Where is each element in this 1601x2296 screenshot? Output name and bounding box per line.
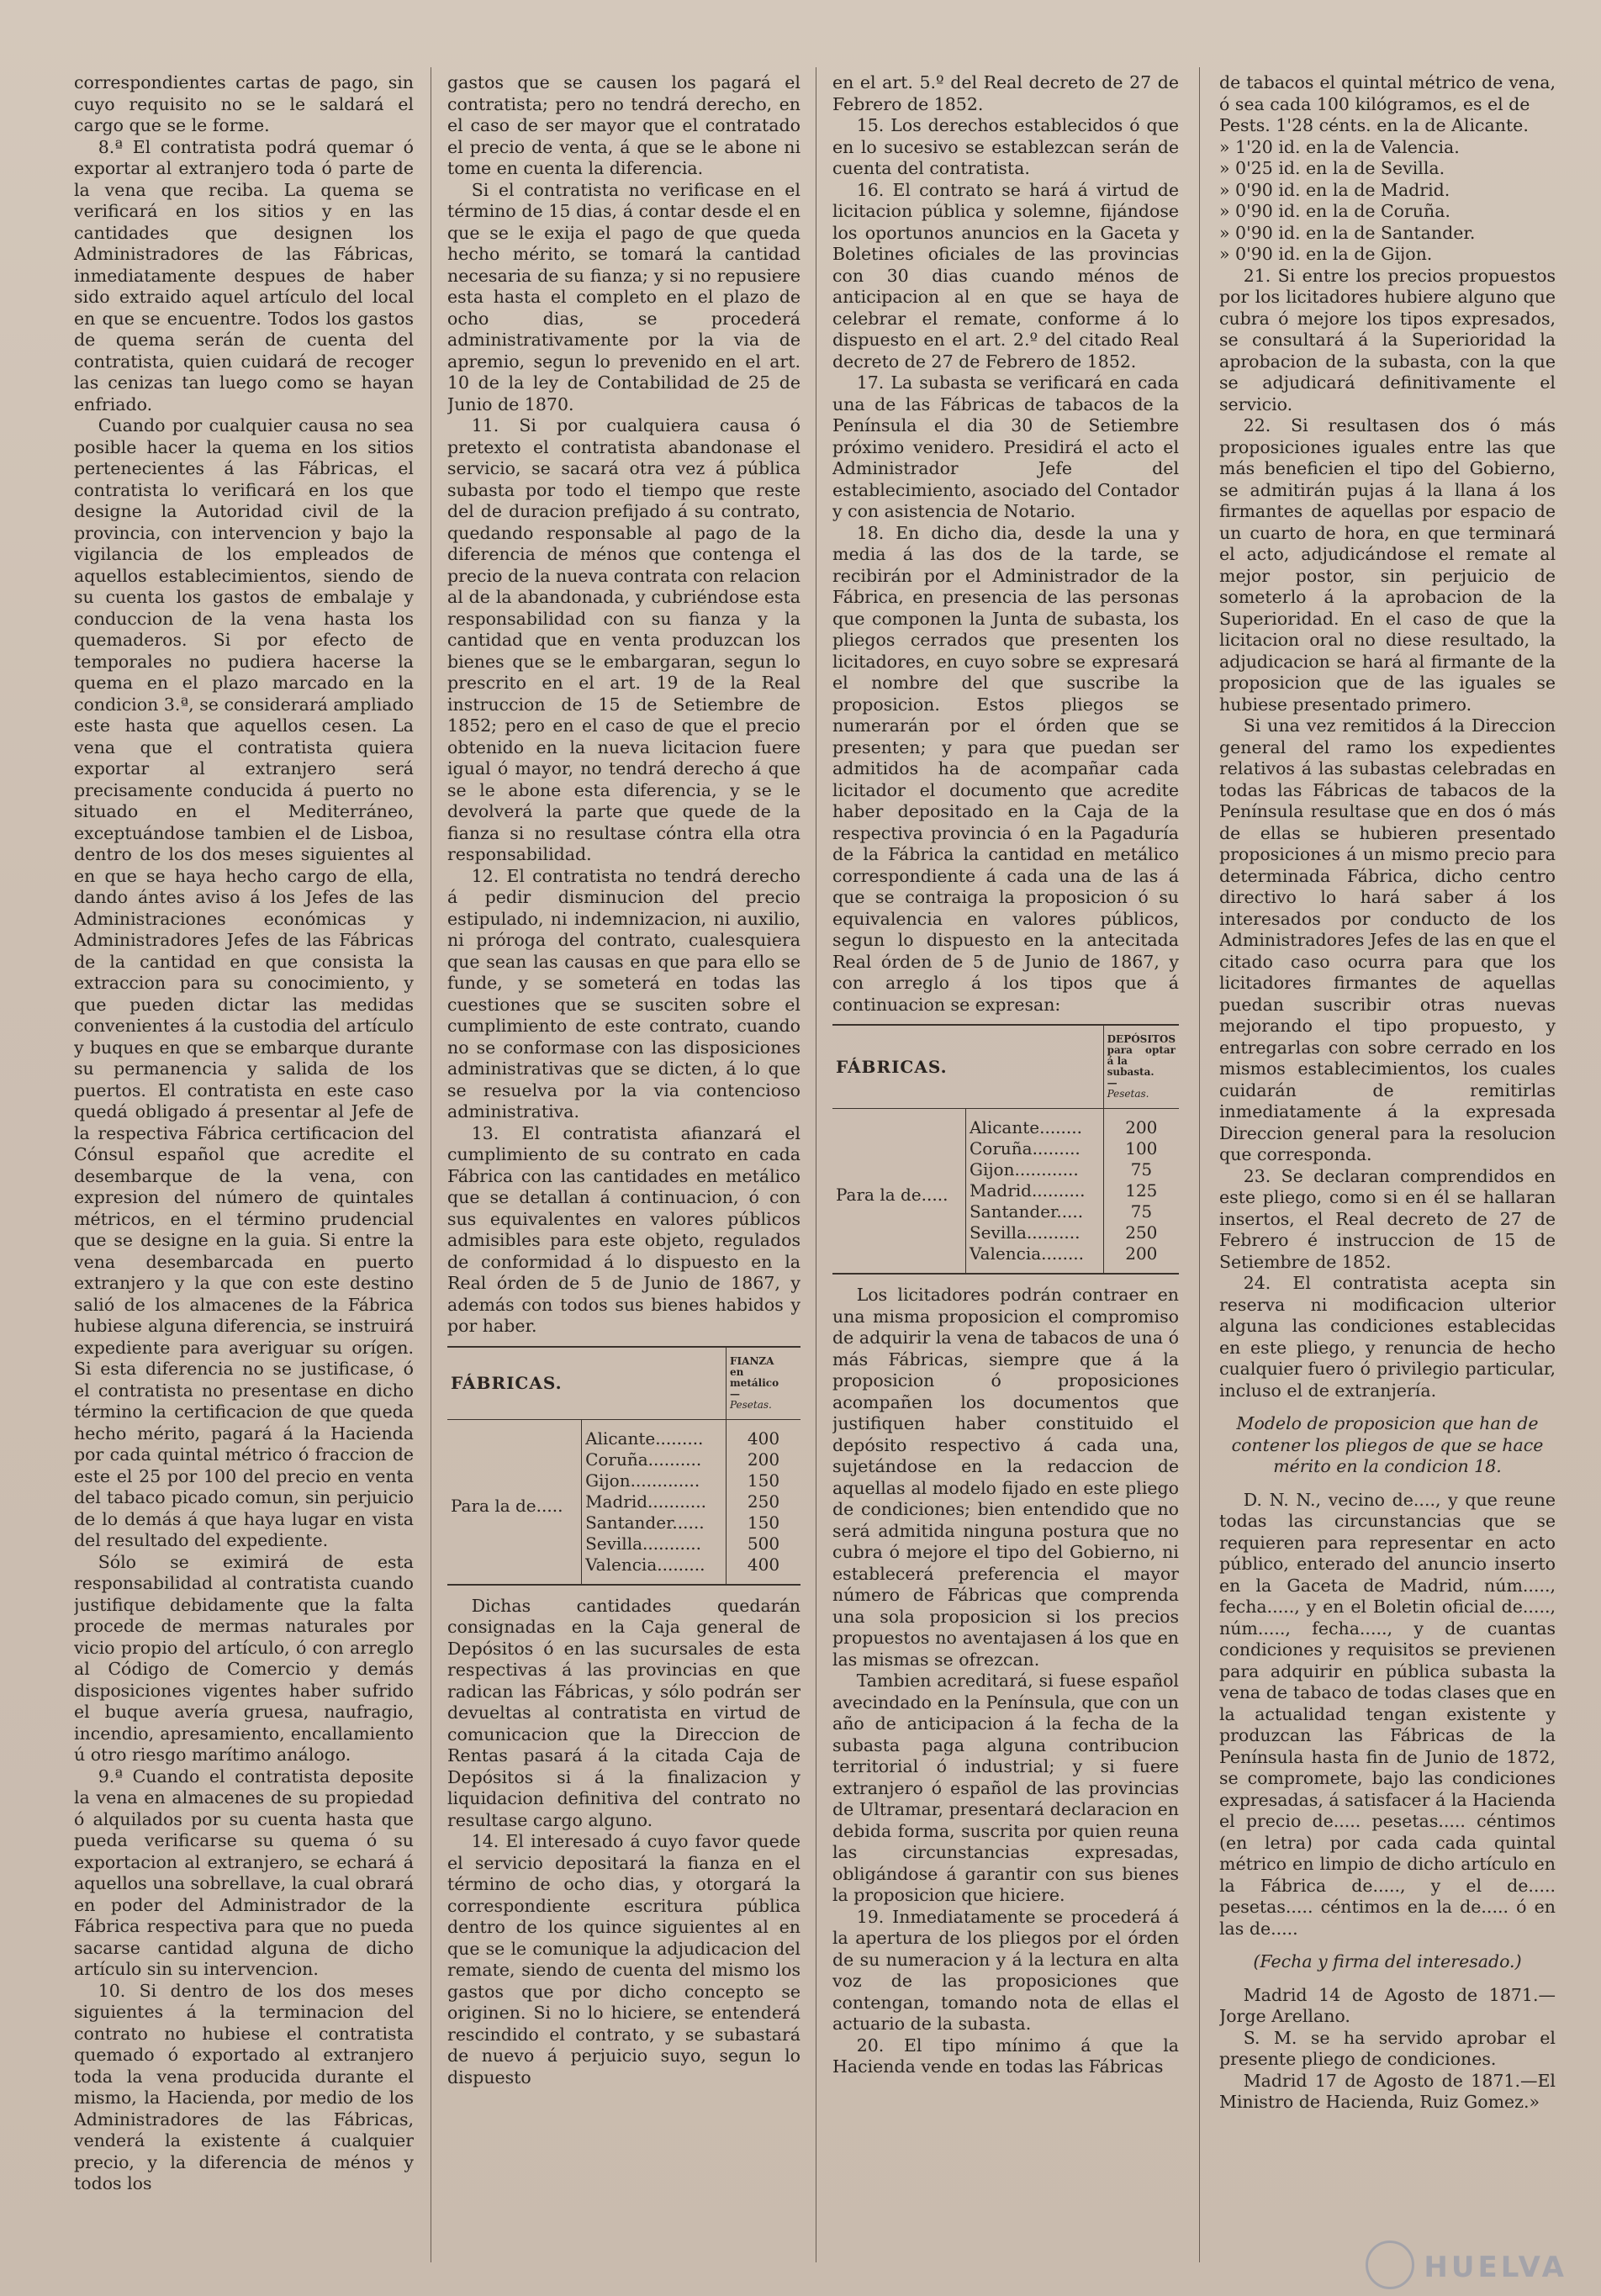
price-row: » 0'90 id. en la de Coruña. xyxy=(1219,201,1450,221)
amount: 125 xyxy=(1103,1180,1179,1201)
price-row: » 1'20 id. en la de Valencia. xyxy=(1219,136,1460,157)
paragraph: Madrid 17 de Agosto de 1871.—El Ministro de Hacienda, Ruiz Gomez.» xyxy=(1219,2070,1556,2112)
fianza-table-body xyxy=(447,1419,800,1585)
paragraph: 14. El interesado á cuyo favor quede el servicio depositará la fianza en el término de ocho dias, y otorgará la correspondiente escritura pública dentro de los quince siguientes al en que se le comunique la adjudicacion del remate, siendo de cuenta del mismo los gastos que por dicho concepto se originen. Si no lo hiciere, se entenderá rescindido el contrato, y se subastará de nuevo á perjuicio suyo, segun lo dispuesto xyxy=(447,1831,800,2088)
column-2-text-top xyxy=(447,72,800,1338)
deposit-table xyxy=(832,1024,1179,1275)
amount: 100 xyxy=(1103,1138,1179,1159)
factory-name: Alicante......... xyxy=(582,1419,727,1449)
table-header-fianza: FIANZA en metálico — Pesetas. xyxy=(727,1347,801,1420)
paragraph: Modelo de proposicion que han de contener los pliegos de que se hace mérito en la condicion 18. xyxy=(1231,1413,1544,1476)
amount: 200 xyxy=(1103,1243,1179,1274)
amount: 200 xyxy=(727,1449,801,1470)
table-row xyxy=(447,1419,800,1449)
column-4 xyxy=(1219,72,1556,2262)
price-row: » 0'90 id. en la de Santander. xyxy=(1219,222,1476,243)
amount: 150 xyxy=(727,1470,801,1491)
paragraph: 18. En dicho dia, desde la una y media á las dos de la tarde, se recibirán por el Administrador de la Fábrica, en presencia de las personas que componen la Junta de subasta, los pliegos cerrados que presenten los licitadores, en cuyo sobre se expresará el nombre del que suscribe la proposicion. Estos pliegos se numerarán por el órden que se presenten; y para que puedan ser admitidos ha de acompañar cada licitador el documento que acredite haber depositado en la Caja de la respectiva provincia ó en la Pagaduría de la Fábrica la cantidad en metálico correspondiente á cada una de las á que se contraiga la proposicion ó su equivalencia en valores públicos, segun lo dispuesto en la antecitada Real órden de 5 de Junio de 1867, y con arreglo á los tipos que á continuacion se expresan: xyxy=(832,522,1179,1015)
factory-name: Gijon............. xyxy=(582,1470,727,1491)
paragraph: 22. Si resultasen dos ó más proposiciones iguales entre las que más beneficien el tipo del Gobierno, se admitirán pujas á la llana á los firmantes de aquellas por espacio de un cuarto de hora, en que terminará el acto, adjudicándose el remate al mejor postor, sin perjuicio de someterlo á la aprobacion de la Superioridad. En el caso de que la licitacion oral no diese resultado, la adjudicacion se hará al firmante de la proposicion que de las iguales se hubiese presentado primero. xyxy=(1219,415,1556,715)
column-rule xyxy=(1199,67,1200,2262)
column-1 xyxy=(74,72,414,2262)
column-3-text-top xyxy=(832,72,1179,1016)
table-row-label: Para la de..... xyxy=(451,1495,563,1516)
paragraph: correspondientes cartas de pago, sin cuyo requisito no se le saldará el cargo que se le forme. xyxy=(74,72,414,135)
paragraph: 23. Se declaran comprendidos en este pliego, como si en él se hallaran insertos, el Real decreto de 27 de Febrero é instruccion de 15 de Setiembre de 1852. xyxy=(1219,1165,1556,1272)
factory-name: Madrid.......... xyxy=(965,1180,1103,1201)
column-1-text xyxy=(74,72,414,2195)
price-row: » 0'25 id. en la de Sevilla. xyxy=(1219,158,1445,178)
spacer xyxy=(1219,1401,1556,1413)
table-header-depositos: DEPÓSITOS para optar á la subasta. — Pesetas. xyxy=(1103,1025,1179,1109)
paragraph: 13. El contratista afianzará el cumplimiento de su contrato en cada Fábrica con las cantidades en metálico que se detallan á continuacion, ó con sus equivalentes en valores públicos admisibles para este objeto, regulados de conformidad á lo dispuesto en la Real órden de 5 de Junio de 1867, y además con todos sus bienes habidos y por haber. xyxy=(447,1122,800,1336)
column-4-text-top xyxy=(1219,72,1556,115)
paragraph: 16. El contrato se hará á virtud de licitacion pública y solemne, fijándose los oportunos anuncios en la Gaceta y Boletines oficiales de las provincias con 30 dias cuando ménos de anticipacion al en que se haya de celebrar el remate, conforme á lo dispuesto en el art. 2.º del citado Real decreto de 27 de Febrero de 1852. xyxy=(832,179,1179,372)
paragraph: S. M. se ha servido aprobar el presente pliego de condiciones. xyxy=(1219,2027,1556,2069)
table-header-fabricas: FÁBRICAS. xyxy=(447,1347,727,1420)
price-row: Pests. 1'28 cénts. en la de Alicante. xyxy=(1219,115,1529,135)
factory-name: Valencia........ xyxy=(965,1243,1103,1274)
column-2 xyxy=(447,72,800,2262)
amount: 250 xyxy=(1103,1222,1179,1243)
price-list xyxy=(1219,115,1556,266)
paragraph: 21. Si entre los precios propuestos por los licitadores hubiere alguno que cubra ó mejore los tipos expresados, se consultará á la Superioridad la aprobacion de la subasta, con la que se adjudicará definitivamente el servicio. xyxy=(1219,265,1556,414)
spacer xyxy=(1219,1478,1556,1490)
price-row: » 0'90 id. en la de Gijon. xyxy=(1219,244,1433,264)
table-header-fabricas: FÁBRICAS. xyxy=(832,1025,1103,1109)
paragraph: Dichas cantidades quedarán consignadas en la Caja general de Depósitos ó en las sucursales de esta respectivas á las provincias en que radican las Fábricas, y sólo podrán ser devueltas al contratista en virtud de comunicacion que la Direccion de Rentas pasará á la citada Caja de Depósitos si á la finalizacion y liquidacion definitiva del contrato no resultase cargo alguno. xyxy=(447,1595,800,1830)
spacer xyxy=(1219,1973,1556,1985)
amount: 500 xyxy=(727,1533,801,1554)
factory-name: Sevilla........... xyxy=(582,1533,727,1554)
factory-name: Santander..... xyxy=(965,1201,1103,1222)
table-row xyxy=(832,1109,1179,1139)
paragraph: Si el contratista no verificase en el término de 15 dias, á contar desde el en que se le exija el pago de que queda hecho mérito, se tomará la cantidad necesaria de su fianza; y si no repusiere esta hasta el completo en el plazo de ocho dias, se procederá administrativamente por la via de apremio, segun lo prevenido en el art. 10 de la ley de Contabilidad de 25 de Junio de 1870. xyxy=(447,179,800,414)
amount: 75 xyxy=(1103,1159,1179,1180)
paragraph: Cuando por cualquier causa no sea posible hacer la quema en los sitios pertenecientes á las Fábricas, el contratista lo verificará en los que designe la Autoridad civil de la provincia, con intervencion y bajo la vigilancia de los empleados de aquellos establecimientos, siendo de su cuenta los gastos de embalaje y conduccion de la vena hasta los quemaderos. Si por efecto de temporales no pudiera hacerse la quema en el plazo marcado en la condicion 3.ª, se considerará ampliado este hasta que aquellos cesen. La vena que el contratista quiera exportar al extranjero será precisamente conducida á puerto no situado en el Mediterráneo, exceptuándose tambien el de Lisboa, dentro de los dos meses siguientes al en que se haya hecho cargo de ella, dando ántes aviso á los Jefes de las Administraciones económicas y Administradores Jefes de las Fábricas de la cantidad en que consista la extraccion para su conocimiento, y que pueden dictar las medidas convenientes á la custodia del artículo y buques en que se embarque durante su permanencia y salida de los puertos. El contratista en este caso quedá obligado á presentar al Jefe de la respectiva Fábrica certificacion del Cónsul español que acredite el desembarque de la vena, con expresion del número de quintales métricos, en el término prudencial que se designe en la guia. Si entre la vena desembarcada en puerto extranjero y la que con este destino salió de los almacenes de la Fábrica hubiese alguna diferencia, se instruirá expediente para averiguar su orígen. Si esta diferencia no se justificase, ó el contratista no presentase en dicho término la certificacion de que queda hecho mérito, pagará á la Hacienda por cada quintal métrico ó fraccion de este el 25 por 100 del precio en venta del tabaco picado comun, sin perjuicio de lo demás á que haya lugar en vista del resultado del expediente. xyxy=(74,415,414,1550)
paragraph: 11. Si por cualquiera causa ó pretexto el contratista abandonase el servicio, se sacará otra vez á pública subasta por todo el tiempo que reste del de duracion prefijado á su contrato, quedando responsable al pago de la diferencia de ménos que contenga el precio de la nueva contrata con relacion al de la abandonada, y cubriéndose esta responsabilidad con su fianza y la cantidad que en venta produzcan los bienes que se le embargaran, segun lo prescrito en el art. 19 de la Real instruccion de 15 de Setiembre de 1852; pero en el caso de que el precio obtenido en la nueva licitacion fuere igual ó mayor, no tendrá derecho á que se le abone esta diferencia, y se le devolverá la parte que quede de la fianza si no resultase cóntra ella otra responsabilidad. xyxy=(447,415,800,864)
paragraph: Si una vez remitidos á la Direccion general del ramo los expedientes relativos á las subastas celebradas en todas las Fábricas de tabacos de la Península resultase que en dos ó más de ellas se hubieren presentado proposiciones á un mismo precio para determinada Fábrica, dicho centro directivo lo hará saber á los interesados por conducto de los Administradores Jefes de las en que el citado caso ocurra para que los licitadores firmantes de aquellas puedan suscribir otras nuevas mejorando el tipo propuesto, y entregarlas con sobre cerrado en los mismos establecimientos, los cuales cuidarán de remitirlas inmediatamente á la expresada Direccion general para la resolucion que corresponda. xyxy=(1219,715,1556,1164)
library-seal-icon xyxy=(1366,2241,1414,2289)
paragraph: de tabacos el quintal métrico de vena, ó sea cada 100 kilógramos, es el de xyxy=(1219,72,1556,114)
factory-name: Santander...... xyxy=(582,1512,727,1533)
table-row-label: Para la de..... xyxy=(836,1185,948,1205)
amount: 75 xyxy=(1103,1201,1179,1222)
spacer xyxy=(1219,1940,1556,1951)
amount: 250 xyxy=(727,1491,801,1512)
price-row: » 0'90 id. en la de Madrid. xyxy=(1219,179,1450,200)
factory-name: Sevilla.......... xyxy=(965,1222,1103,1243)
factory-name: Gijon............ xyxy=(965,1159,1103,1180)
paragraph: Los licitadores podrán contraer en una misma proposicion el compromiso de adquirir la vena de tabacos de una ó más Fábricas, siempre que á la proposicion ó proposiciones acompañen los documentos que justifiquen haber constituido el depósito respectivo á cada una, sujetándose en la redaccion de aquellas al modelo fijado en este pliego de condiciones; bien entendido que no será admitida ninguna postura que no cubra ó mejore el tipo del Gobierno, ni establecerá preferencia el mayor número de Fábricas que comprenda una sola proposicion si los precios propuestos no aventajasen á los que en las mismas se ofrezcan. xyxy=(832,1285,1179,1670)
paragraph: 19. Inmediatamente se procederá á la apertura de los pliegos por el órden de su numeracion y á la lectura en alta voz de las proposiciones que contengan, tomando nota de ellas el actuario de la subasta. xyxy=(832,1906,1179,2034)
column-2-text-bottom xyxy=(447,1596,800,2089)
factory-name: Valencia......... xyxy=(582,1554,727,1585)
library-watermark: HUELVA xyxy=(1424,2251,1567,2284)
factory-name: Alicante........ xyxy=(965,1109,1103,1139)
paragraph: 20. El tipo mínimo á que la Hacienda vende en todas las Fábricas xyxy=(832,2035,1179,2077)
paragraph: 24. El contratista acepta sin reserva ni modificacion ulterior alguna las condiciones establecidas en este pliego, y renuncia de hecho cualquier fuero ó privilegio particular, incluso el de extranjería. xyxy=(1219,1273,1556,1401)
deposit-table-body xyxy=(832,1109,1179,1275)
paragraph: 8.ª El contratista podrá quemar ó exportar al extranjero toda ó parte de la vena que reciba. La quema se verificará en los sitios y en las cantidades que designen los Administradores de las Fábricas, inmediatamente despues de haber sido extraido aquel artículo del local en que se encuentre. Todos los gastos de quema serán de cuenta del contratista, quien cuidará de recoger las cenizas tan luego como se hayan enfriado. xyxy=(74,136,414,414)
paragraph: D. N. N., vecino de...., y que reune todas las circunstancias que se requieren para representar en acto público, enterado del anuncio inserto en la Gaceta de Madrid, núm....., fecha....., y en el Boletin oficial de....., núm....., fecha....., y de cuantas condiciones y requisitos se previenen para adquirir en pública subasta la vena de tabaco de todas clases que en la actualidad tengan existente y produzcan las Fábricas de la Península hasta fin de Junio de 1872, se compromete, bajo las condiciones expresadas, á satisfacer á la Hacienda el precio de..... pesetas..... céntimos (en letra) por cada cada quintal métrico en limpio de dicho artículo en la Fábrica de....., y el de..... pesetas..... céntimos en la de..... ó en las de..... xyxy=(1219,1489,1556,1939)
paragraph: Sólo se eximirá de esta responsabilidad al contratista cuando justifique debidamente que la falta procede de mermas naturales por vicio propio del artículo, ó con arreglo al Código de Comercio y demás disposiciones vigentes haber sufrido el buque avería gruesa, naufragio, incendio, apresamiento, encallamiento ú otro riesgo marítimo análogo. xyxy=(74,1551,414,1765)
column-3 xyxy=(832,72,1179,2262)
paragraph: 10. Si dentro de los dos meses siguientes á la terminacion del contrato no hubiese el contratista quemado ó exportado al extranjero toda la vena producida durante el mismo, la Hacienda, por medio de los Administradores de las Fábricas, venderá la existente á cualquier precio, y la diferencia de ménos y todos los xyxy=(74,1980,414,2193)
paragraph: (Fecha y firma del interesado.) xyxy=(1253,1951,1522,1971)
column-4-text-bottom xyxy=(1219,266,1556,2114)
amount: 200 xyxy=(1103,1109,1179,1139)
amount: 400 xyxy=(727,1419,801,1449)
amount: 400 xyxy=(727,1554,801,1585)
paragraph: gastos que se causen los pagará el contratista; pero no tendrá derecho, en el caso de ser mayor que el contratado el precio de venta, á que se le abone ni tome en cuenta la diferencia. xyxy=(447,72,800,178)
column-3-text-bottom xyxy=(832,1285,1179,2078)
paragraph: Madrid 14 de Agosto de 1871.— Jorge Arellano. xyxy=(1219,1984,1556,2026)
amount: 150 xyxy=(727,1512,801,1533)
paragraph: 9.ª Cuando el contratista deposite la vena en almacenes de su propiedad ó alquilados por su cuenta hasta que pueda verificarse su quema ó su exportacion al extranjero, se echará á aquellos una sobrellave, la cual obrará en poder del Administrador de la Fábrica respectiva para que no pueda sacarse cantidad alguna de dicho artículo sin su intervencion. xyxy=(74,1766,414,1979)
factory-name: Madrid........... xyxy=(582,1491,727,1512)
factory-name: Coruña.......... xyxy=(582,1449,727,1470)
paragraph: 17. La subasta se verificará en cada una de las Fábricas de tabacos de la Península el dia 30 de Setiembre próximo venidero. Presidirá el acto el Administrador Jefe del establecimiento, asociado del Contador y con asistencia de Notario. xyxy=(832,372,1179,521)
factory-name: Coruña......... xyxy=(965,1138,1103,1159)
paragraph: en el art. 5.º del Real decreto de 27 de Febrero de 1852. xyxy=(832,72,1179,114)
fianza-table xyxy=(447,1346,800,1586)
paragraph: 15. Los derechos establecidos ó que en lo sucesivo se establezcan serán de cuenta del contratista. xyxy=(832,115,1179,178)
paragraph: Tambien acreditará, si fuese español avecindado en la Península, que con un año de anticipacion á la fecha de la subasta paga alguna contribucion territorial ó industrial; y si fuere extranjero ó español de las provincias de Ultramar, presentará declaracion en debida forma, suscrita por quien reuna las circunstancias expresadas, obligándose á garantir con sus bienes la proposicion que hiciere. xyxy=(832,1671,1179,1905)
paragraph: 12. El contratista no tendrá derecho á pedir disminucion del precio estipulado, ni indemnizacion, ni auxilio, ni prórogа del contrato, cualesquiera que sean las causas en que para ello se funde, y se someterá en todas las cuestiones que se susciten sobre el cumplimiento de este contrato, cuando no se conformase con las disposiciones administrativas que se dicten, á lo que se resuelva por la via contencioso administrativa. xyxy=(447,865,800,1122)
